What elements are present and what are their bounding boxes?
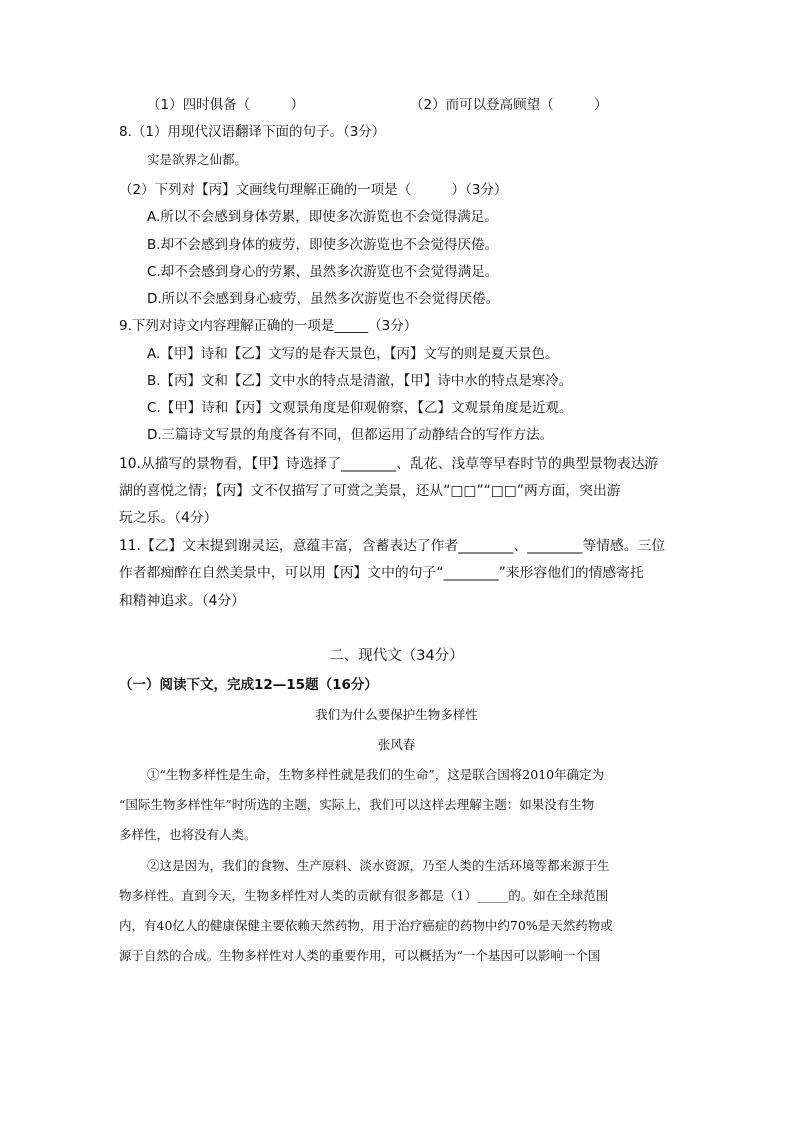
part-1-instruction: （一）阅读下文，完成12—15题（16分） (119, 677, 378, 693)
q10-line: 玩之乐。（4分） (119, 510, 218, 526)
q9-option-a: A.【甲】诗和【乙】文写的是春天景色，【丙】文写的则是夏天景色。 (147, 346, 559, 362)
q8-subquestion-2: （2）下列对【丙】文画线句理解正确的一项是（ ）（3分） (119, 182, 508, 198)
q11-line: 作者都痴醉在自然美景中，可以用【丙】文中的句子“________”来形容他们的情感寄托 (119, 565, 644, 581)
q7-item-2: （2）而可以登高顾望（ ） (410, 97, 608, 113)
q7-item-1: （1）四时俱备（ ） (147, 97, 305, 113)
article-line: ②这是因为，我们的食物、生产原料、淡水资源，乃至人类的生活环境等都来源于生 (147, 858, 610, 873)
q8-option-b: B.却不会感到身体的疲劳，即使多次游览也不会觉得厌倦。 (147, 237, 499, 253)
article-author: 张风春 (377, 737, 416, 752)
q10-line: 湖的喜悦之情；【丙】文不仅描写了可赏之美景，还从“□□”“□□”两方面，突出游 (119, 483, 621, 499)
article-line: 源于自然的合成。生物多样性对人类的重要作用，可以概括为“一个基因可以影响一个国 (119, 948, 601, 963)
article-line: ①“生物多样性是生命，生物多样性就是我们的生命”，这是联合国将2010年确定为 (147, 767, 605, 782)
q11-line: 和精神追求。（4分） (119, 593, 246, 609)
q9-option-d: D.三篇诗文写景的角度各有不同，但都运用了动静结合的写作方法。 (147, 427, 554, 443)
q9-option-b: B.【丙】文和【乙】文中水的特点是清澈，【甲】诗中水的特点是寒冷。 (147, 373, 573, 389)
q8-option-c: C.却不会感到身心的劳累，虽然多次游览也不会觉得满足。 (147, 264, 499, 280)
q10-line: 10.从描写的景物看，【甲】诗选择了________、乱花、浅草等早春时节的典型景物表达游 (119, 456, 659, 472)
q8-sentence: 实是欲界之仙都。 (147, 152, 248, 167)
q9-option-c: C.【甲】诗和【丙】文观景角度是仰观俯察，【乙】文观景角度是近观。 (147, 400, 573, 416)
article-title: 我们为什么要保护生物多样性 (315, 707, 478, 722)
section-title: 二、现代文（34分） (329, 648, 464, 664)
article-line: 多样性，也将没有人类。 (119, 827, 257, 842)
article-line: 内，有40亿人的健康保健主要依赖天然药物，用于治疗癌症的药物中约70%是天然药物或 (119, 918, 613, 933)
q11-line: 11.【乙】文末提到谢灵运，意蕴丰富，含蓄表达了作者________、________等情感。三位 (119, 538, 666, 554)
article-line: 物多样性。直到今天，生物多样性对人类的贡献有很多都是（1）_____的。如在全球范围 (119, 888, 609, 903)
q8-stem: 8.（1）用现代汉语翻译下面的句子。（3分） (119, 124, 386, 140)
article-line: “国际生物多样性年”时所选的主题，实际上，我们可以这样去理解主题：如果没有生物 (119, 797, 595, 812)
q8-option-d: D.所以不会感到身心疲劳，虽然多次游览也不会觉得厌倦。 (147, 291, 500, 307)
q9-stem: 9.下列对诗文内容理解正确的一项是_____（3分） (119, 318, 418, 334)
q8-option-a: A.所以不会感到身体劳累，即使多次游览也不会觉得满足。 (147, 209, 498, 225)
